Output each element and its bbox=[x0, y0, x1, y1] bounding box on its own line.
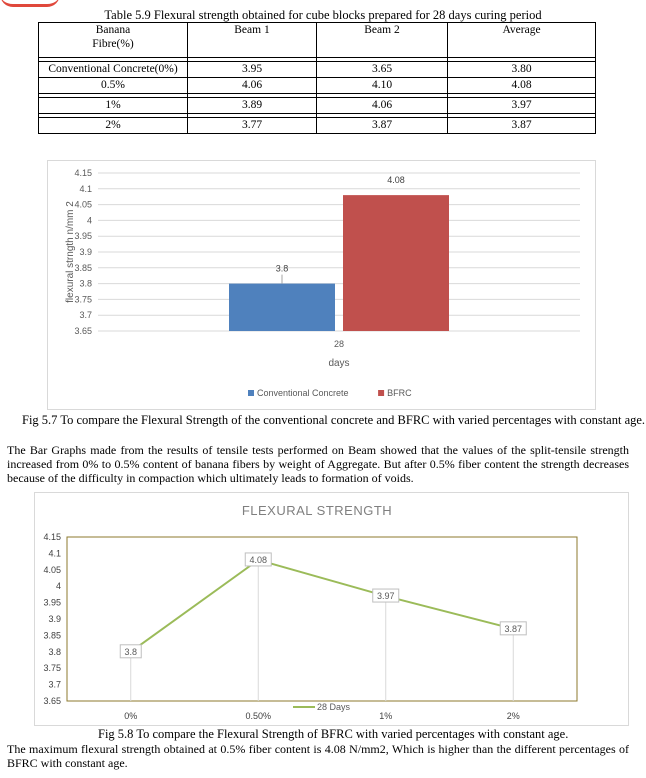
x-tick-label: 28 bbox=[333, 339, 345, 349]
y-tick-label: 4.1 bbox=[79, 183, 92, 194]
table-cell: 4.10 bbox=[317, 78, 448, 94]
plot-area-border bbox=[67, 537, 577, 701]
legend-entry: Conventional Concrete bbox=[257, 388, 349, 398]
table-row bbox=[39, 98, 596, 114]
y-tick-label: 3.7 bbox=[79, 310, 92, 321]
y-tick-label: 4 bbox=[86, 215, 92, 226]
line-chart bbox=[35, 493, 628, 725]
data-label: 4.08 bbox=[249, 554, 268, 565]
x-tick-label: 0% bbox=[124, 711, 138, 721]
y-tick-label: 3.8 bbox=[48, 646, 61, 657]
body-paragraph-2: The maximum flexural strength obtained at 0.5% fiber content is 4.08 N/mm2, Which is higher than the different percentages of BFRC with constant age. bbox=[7, 742, 629, 770]
bar-chart-container bbox=[47, 160, 596, 410]
table-header-row bbox=[39, 23, 596, 58]
data-label: 4.08 bbox=[387, 175, 405, 186]
table-cell: Conventional Concrete(0%) bbox=[39, 62, 188, 78]
y-tick-label: 3.85 bbox=[74, 262, 92, 273]
legend-entry: BFRC bbox=[387, 388, 412, 398]
y-tick-label: 4.15 bbox=[43, 532, 61, 542]
table-cell: 2% bbox=[39, 118, 188, 134]
y-tick-label: 3.65 bbox=[74, 326, 92, 336]
chart-title: FLEXURAL STRENGTH bbox=[241, 503, 393, 518]
y-tick-label: 3.65 bbox=[43, 696, 61, 706]
x-tick-label: 2% bbox=[506, 711, 520, 721]
x-tick-label: 0.50% bbox=[245, 711, 272, 721]
table-cell: 4.06 bbox=[317, 98, 448, 114]
header-beam-1: Beam 1 bbox=[188, 23, 317, 58]
table-cell: 3.97 bbox=[448, 98, 596, 114]
y-tick-label: 4.1 bbox=[48, 548, 61, 559]
legend-entry: 28 Days bbox=[317, 702, 351, 712]
header-line2: Fibre(%) bbox=[92, 38, 134, 50]
header-banana-fibre bbox=[39, 23, 188, 58]
y-tick-label: 4.05 bbox=[74, 199, 92, 210]
y-axis-label: flexural strngth n/mm 2 bbox=[65, 201, 76, 303]
table-cell: 3.80 bbox=[448, 62, 596, 78]
bar-chart bbox=[48, 161, 595, 409]
decorative-arc bbox=[0, 0, 60, 7]
data-label: 3.8 bbox=[124, 646, 138, 657]
bar-conventional-concrete bbox=[229, 284, 335, 331]
y-tick-label: 3.75 bbox=[74, 294, 92, 305]
table-cell: 3.87 bbox=[448, 118, 596, 134]
table-cell: 4.06 bbox=[188, 78, 317, 94]
table-row bbox=[39, 78, 596, 94]
bar-bfrc bbox=[343, 195, 449, 331]
legend-swatch bbox=[378, 390, 384, 396]
table-cell: 4.08 bbox=[448, 78, 596, 94]
table-cell: 3.77 bbox=[188, 118, 317, 134]
header-line1: Banana bbox=[95, 24, 131, 36]
table-cell: 0.5% bbox=[39, 78, 188, 94]
y-tick-label: 4 bbox=[55, 581, 61, 592]
header-average: Average bbox=[448, 23, 596, 58]
line-chart-container bbox=[34, 492, 629, 726]
body-paragraph-1: The Bar Graphs made from the results of tensile tests performed on Beam showed that the values of the split-tensile strength increased from 0% to 0.5% content of banana fibers by weight of Aggregate. But after 0.5% fiber content the strength decreases because of the difficulty in compaction which ultimately leads to formation of voids. bbox=[7, 443, 629, 485]
y-tick-label: 3.95 bbox=[43, 597, 61, 608]
y-tick-label: 3.75 bbox=[43, 663, 61, 674]
table-cell: 1% bbox=[39, 98, 188, 114]
data-label: 3.87 bbox=[504, 623, 523, 634]
fig-5-8-caption: Fig 5.8 To compare the Flexural Strength of BFRC with varied percentages with constant age. bbox=[98, 727, 569, 741]
fig-5-7-caption: Fig 5.7 To compare the Flexural Strength of the conventional concrete and BFRC with varied percentages with constant age. bbox=[22, 413, 646, 427]
data-label: 3.8 bbox=[275, 263, 289, 274]
y-tick-label: 3.9 bbox=[79, 247, 92, 257]
y-tick-label: 3.9 bbox=[48, 614, 61, 624]
y-tick-label: 3.95 bbox=[74, 231, 92, 242]
y-tick-label: 3.7 bbox=[48, 679, 61, 690]
y-tick-label: 3.85 bbox=[43, 630, 61, 641]
table-cell: 3.89 bbox=[188, 98, 317, 114]
x-axis-label: days bbox=[328, 358, 350, 369]
table-cell: 3.65 bbox=[317, 62, 448, 78]
x-tick-label: 1% bbox=[379, 711, 393, 721]
flexural-strength-table bbox=[38, 22, 596, 134]
table-cell: 3.87 bbox=[317, 118, 448, 134]
data-label: 3.97 bbox=[376, 591, 395, 602]
legend-swatch bbox=[248, 390, 254, 396]
y-tick-label: 3.8 bbox=[79, 278, 92, 289]
table-row bbox=[39, 118, 596, 134]
table-caption: Table 5.9 Flexural strength obtained for cube blocks prepared for 28 days curing period bbox=[104, 8, 542, 22]
series-line-28-days bbox=[131, 560, 514, 652]
y-tick-label: 4.05 bbox=[43, 564, 61, 575]
table-row bbox=[39, 62, 596, 78]
header-beam-2: Beam 2 bbox=[317, 23, 448, 58]
y-tick-label: 4.15 bbox=[74, 168, 92, 178]
table-cell: 3.95 bbox=[188, 62, 317, 78]
